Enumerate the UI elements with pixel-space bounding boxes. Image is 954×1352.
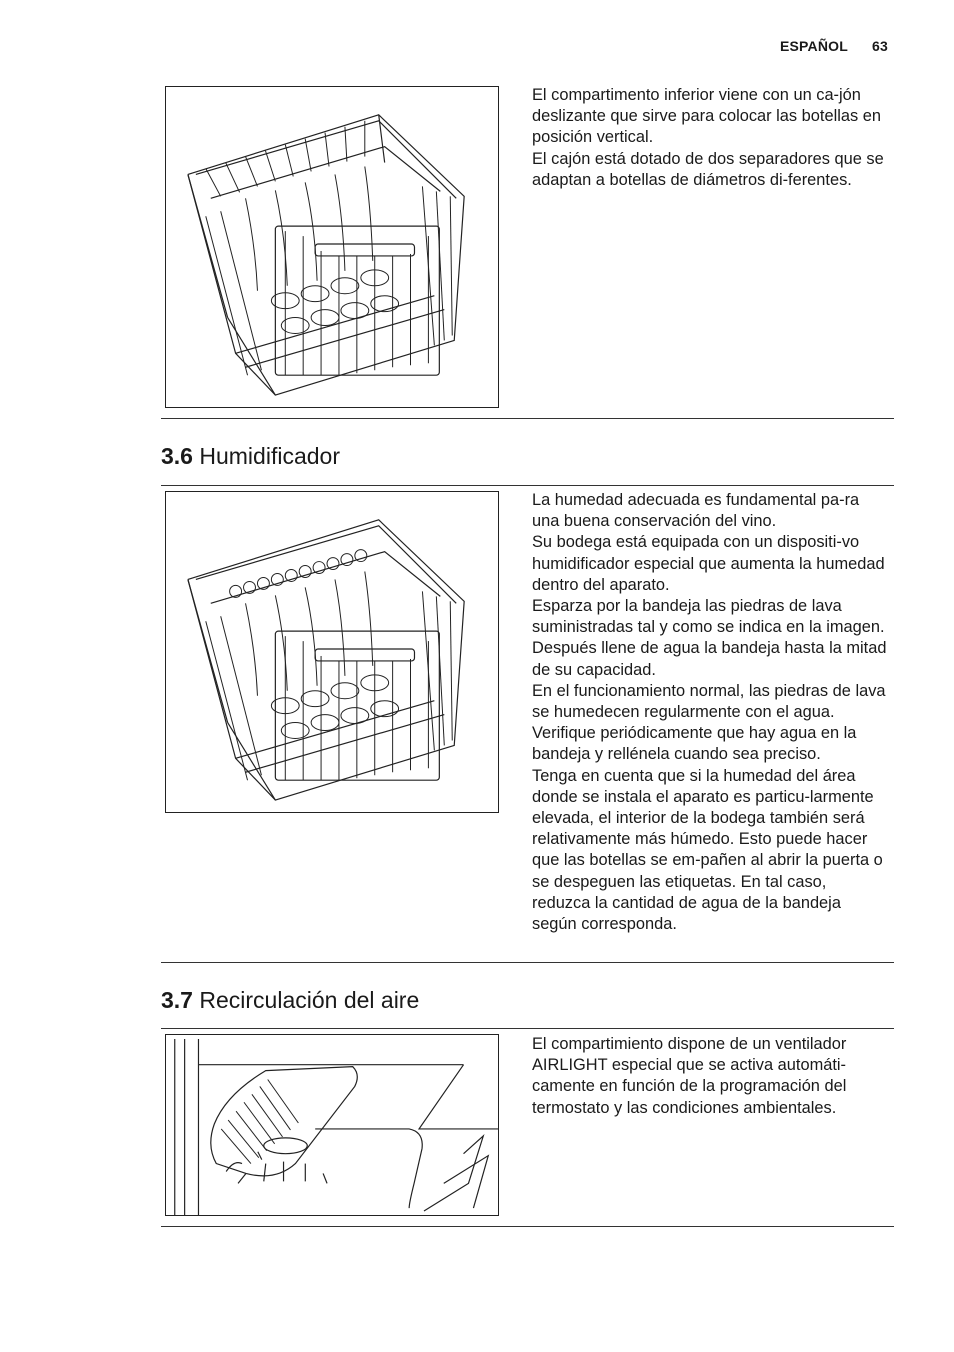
page-header bbox=[780, 38, 888, 54]
paragraph: Tenga en cuenta que si la humedad del área donde se instala el aparato es particu-larmente elevada, el interior de la bodega también será relativamente más húmedo. Esto puede hacer que las botellas se em-pañen al abrir la puerta o se despeguen las etiquetas. En tal caso, reduzca la cantidad de agua de la bandeja según corresponda. bbox=[532, 766, 883, 934]
paragraph: La humedad adecuada es fundamental pa-ra una buena conservación del vino. bbox=[532, 491, 860, 531]
section-divider bbox=[161, 485, 894, 486]
paragraph: Su bodega está equipada con un dispositi-vo humidificador especial que aumenta la humedad dentro del aparato. bbox=[532, 533, 885, 594]
section-number: 3.6 bbox=[161, 443, 193, 469]
wire-basket-with-stones-image bbox=[166, 492, 498, 812]
section-divider bbox=[161, 1226, 894, 1227]
airlight-fan-image bbox=[166, 1035, 498, 1215]
basket-drawer-illustration bbox=[165, 86, 499, 408]
humidifier-description bbox=[532, 490, 888, 935]
section-divider bbox=[161, 1028, 894, 1029]
fan-illustration bbox=[165, 1034, 499, 1216]
section-divider bbox=[161, 418, 894, 419]
page-number: 63 bbox=[872, 38, 888, 54]
paragraph: Esparza por la bandeja las piedras de lava suministradas tal y como se indica en la imagen. Después llene de agua la bandeja hasta la mitad de su capacidad. bbox=[532, 597, 887, 679]
fan-description bbox=[532, 1034, 888, 1119]
section-title: Recirculación del aire bbox=[199, 987, 420, 1013]
humidifier-tray-illustration bbox=[165, 491, 499, 813]
section-divider bbox=[161, 962, 894, 963]
paragraph: El compartimento inferior viene con un ca-jón deslizante que sirve para colocar las botellas en posición vertical. bbox=[532, 86, 881, 147]
section-heading-recirculacion bbox=[161, 987, 419, 1014]
section-heading-humidificador bbox=[161, 443, 340, 470]
wire-basket-image bbox=[166, 87, 498, 407]
paragraph: En el funcionamiento normal, las piedras de lava se humedecen regularmente con el agua. Verifique periódicamente que hay agua en la bandeja y rellénela cuando sea preciso. bbox=[532, 681, 886, 764]
header-language: ESPAÑOL bbox=[779, 38, 849, 54]
paragraph: El compartimiento dispone de un ventilador AIRLIGHT especial que se activa automáti-camente en función de la programación del termostato y las condiciones ambientales. bbox=[532, 1035, 847, 1117]
section-title: Humidificador bbox=[199, 443, 340, 469]
section-number: 3.7 bbox=[161, 987, 193, 1013]
paragraph: El cajón está dotado de dos separadores que se adaptan a botellas de diámetros di-ferentes. bbox=[532, 149, 884, 189]
top-description bbox=[532, 85, 888, 191]
